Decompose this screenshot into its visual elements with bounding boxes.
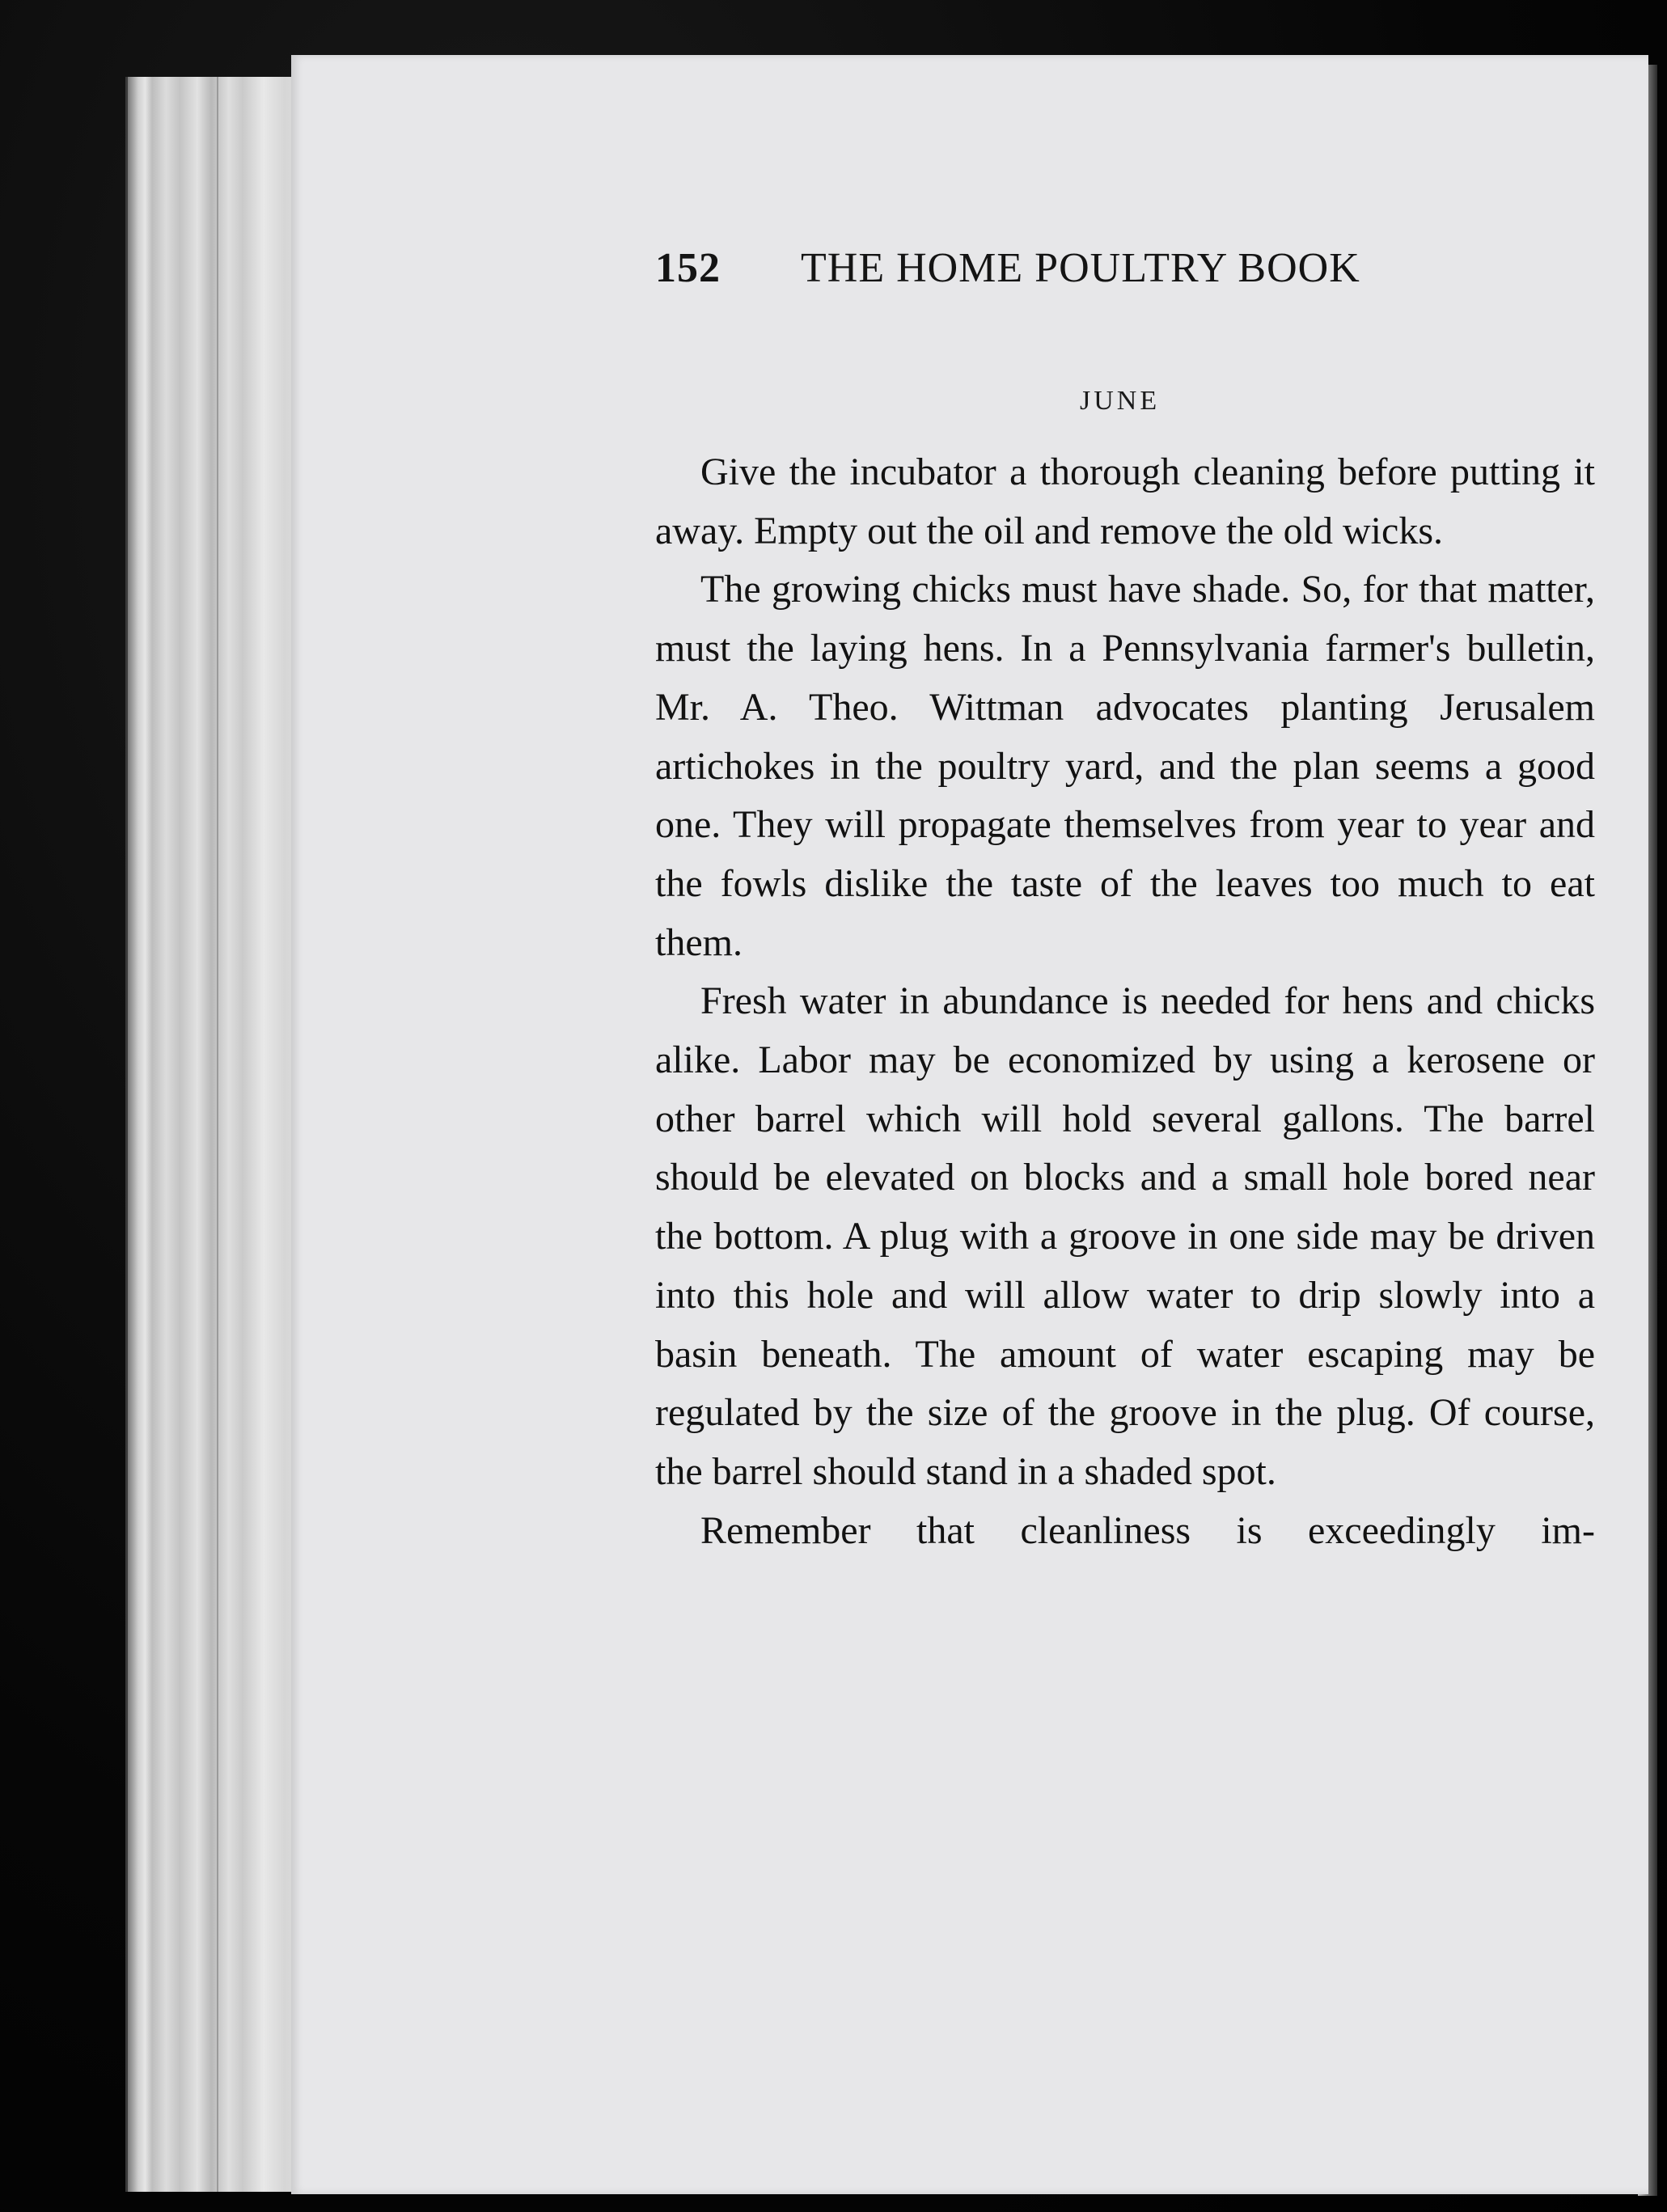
running-head: THE HOME POULTRY BOOK (801, 245, 1360, 291)
book-page-edges (125, 77, 302, 2192)
paragraph: Remember that cleanliness is exceedingly im- (700, 1508, 1595, 1552)
paragraph: Fresh water in abundance is needed for hens and chicks alike. Labor may be economized by using a kerosene or other barrel which will hold several gallons. The barrel should be elevated on blocks and a small hole bored near the bottom. A plug with a groove in one side may be driven into this hole and will allow water to drip slowly into a basin beneath. The amount of water escaping may be regulated by the size of the groove in the plug. Of course, the barrel should stand in a shaded spot. (655, 979, 1595, 1493)
page-header (655, 244, 1464, 301)
paragraph: The growing chicks must have shade. So, for that matter, must the laying hens. In a Pennsylvania farmer's bulletin, Mr. A. Theo. Wittman advocates planting Jerusalem artichokes in the poultry yard, and the plan seems a good one. They will propagate themselves from year to year and the fowls dislike the taste of the leaves too much to eat them. (655, 568, 1595, 964)
page-number: 152 (655, 245, 721, 291)
body-text (655, 443, 1595, 1560)
paragraph: Give the incubator a thorough cleaning before putting it away. Empty out the oil and remove the old wicks. (655, 450, 1595, 552)
section-title: JUNE (1080, 386, 1161, 416)
